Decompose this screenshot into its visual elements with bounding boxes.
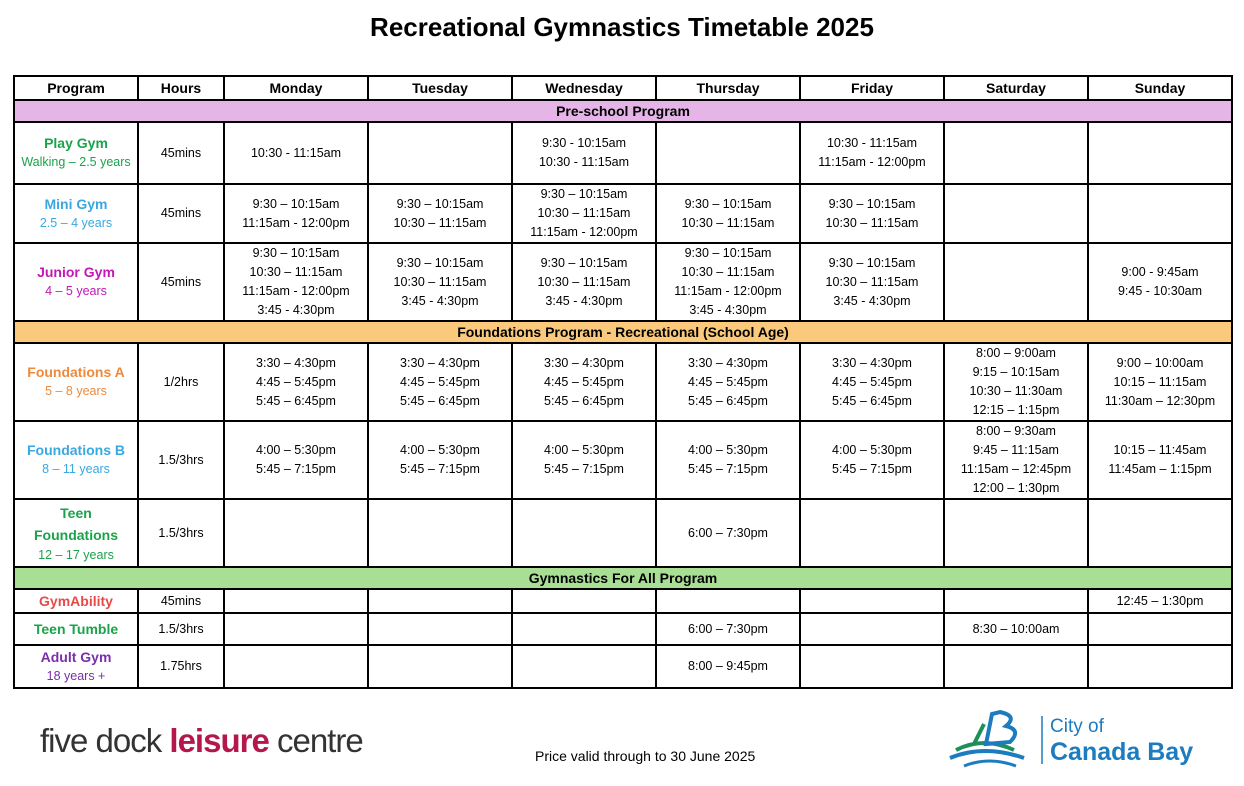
slot-cell [1088,421,1232,499]
time-slot: 11:15am - 12:00pm [242,284,350,298]
slot-cell [800,645,944,688]
section-label: Gymnastics For All Program [14,567,1232,589]
time-slot: 10:30 – 11:15am [825,215,919,230]
slot-cell [944,343,1088,421]
time-slot: 6:00 – 7:30pm [688,525,768,540]
slot-cell [224,499,368,567]
time-slot: 5:45 – 6:45pm [256,393,336,408]
program-name: Teen [60,504,92,521]
time-slot: 3:30 – 4:30pm [256,355,336,370]
section-gfa [14,567,1232,589]
section-preschool [14,100,1232,122]
section-label: Pre-school Program [14,100,1232,122]
slot-cell [656,122,800,184]
time-slot: 10:30 – 11:15am [681,215,775,230]
program-cell [14,499,138,567]
time-slot: 5:45 – 7:15pm [832,462,912,476]
time-slot: 9:30 – 10:15am [540,187,628,201]
time-slot: 5:45 – 6:45pm [400,393,480,408]
slot-cell [1088,243,1232,321]
time-slot: 9:30 – 10:15am [396,196,484,211]
table-row [14,421,1232,499]
slot-cell [656,421,800,499]
time-slot: 5:45 – 6:45pm [688,393,768,408]
brand-text: centre [268,722,363,759]
program-age: 18 years + [46,668,106,683]
time-slot: 12:15 – 1:15pm [972,403,1060,417]
slot-cell [224,421,368,499]
time-slot: 5:45 – 7:15pm [256,462,336,476]
slot-cell [224,613,368,645]
slot-cell [944,499,1088,567]
slot-cell [800,343,944,421]
col-monday: Monday [224,76,368,100]
time-slot: 3:30 – 4:30pm [688,355,768,370]
slot-cell [656,499,800,567]
time-slot: 10:15 – 11:45am [1113,443,1207,457]
slot-cell [224,589,368,613]
slot-cell [512,589,656,613]
slot-cell [944,645,1088,688]
program-name: Mini Gym [44,195,108,212]
hours-cell: 1.75hrs [138,645,224,688]
time-slot: 4:45 – 5:45pm [256,374,336,389]
time-slot: 12:00 – 1:30pm [972,481,1060,495]
time-slot: 10:30 - 11:15am [250,145,342,160]
program-name: Junior Gym [37,264,115,280]
slot-cell [368,343,512,421]
time-slot: 11:15am - 12:00pm [530,225,638,239]
slot-cell [800,589,944,613]
slot-cell [512,645,656,688]
col-tuesday: Tuesday [368,76,512,100]
time-slot: 9:30 – 10:15am [828,196,916,211]
time-slot: 10:30 – 11:15am [249,265,343,279]
timetable [13,75,1233,689]
hours-cell: 45mins [138,589,224,613]
hours-cell: 1.5/3hrs [138,613,224,645]
time-slot: 9:30 - 10:15am [541,136,627,150]
council-line-2: Canada Bay [1050,738,1194,766]
program-name: GymAbility [39,592,113,609]
slot-cell [1088,613,1232,645]
time-slot: 9:30 – 10:15am [396,255,484,270]
program-name: Foundations A [27,364,125,380]
time-slot: 6:00 – 7:30pm [688,621,768,636]
time-slot: 8:00 – 9:30am [976,424,1056,438]
time-slot: 5:45 – 6:45pm [544,393,624,408]
time-slot: 11:15am – 12:45pm [960,462,1072,476]
time-slot: 5:45 – 7:15pm [688,462,768,476]
slot-cell [512,122,656,184]
section-label: Foundations Program - Recreational (School Age) [14,321,1232,343]
program-name: Foundations [34,526,118,543]
hours-cell: 45mins [138,243,224,321]
time-slot: 3:45 - 4:30pm [257,303,335,317]
slot-cell [800,184,944,243]
time-slot: 3:30 – 4:30pm [832,355,912,370]
time-slot: 3:30 – 4:30pm [400,355,480,370]
slot-cell [800,122,944,184]
slot-cell [512,343,656,421]
time-slot: 3:45 - 4:30pm [833,293,911,308]
program-name: Adult Gym [40,648,112,665]
program-age: Walking – 2.5 years [21,155,131,169]
time-slot: 9:30 – 10:15am [252,246,340,260]
slot-cell [944,184,1088,243]
program-age: 2.5 – 4 years [39,215,113,230]
program-cell [14,243,138,321]
slot-cell [800,499,944,567]
hours-cell: 45mins [138,184,224,243]
slot-cell [944,589,1088,613]
time-slot: 4:00 – 5:30pm [256,443,336,457]
time-slot: 9:00 - 9:45am [1121,265,1199,279]
time-slot: 11:15am - 12:00pm [674,284,782,298]
slot-cell [656,184,800,243]
time-slot: 3:45 - 4:30pm [689,303,767,317]
slot-cell [944,122,1088,184]
slot-cell [368,613,512,645]
time-slot: 10:30 – 11:15am [537,274,631,289]
table-row [14,499,1232,567]
col-friday: Friday [800,76,944,100]
hours-cell: 1.5/3hrs [138,499,224,567]
time-slot: 8:00 – 9:00am [976,346,1056,360]
time-slot: 10:30 – 11:15am [393,274,487,289]
time-slot: 4:00 – 5:30pm [688,443,768,457]
slot-cell [656,243,800,321]
time-slot: 12:45 – 1:30pm [1116,593,1204,608]
program-cell [14,421,138,499]
time-slot: 5:45 – 7:15pm [400,462,480,476]
time-slot: 10:30 - 11:15am [826,136,918,150]
leisure-centre-logo [40,722,363,760]
slot-cell [512,184,656,243]
col-sunday: Sunday [1088,76,1232,100]
program-cell [14,122,138,184]
hours-cell: 1/2hrs [138,343,224,421]
slot-cell [512,421,656,499]
slot-cell [944,421,1088,499]
time-slot: 10:30 – 11:15am [393,215,487,230]
hours-cell: 1.5/3hrs [138,421,224,499]
time-slot: 4:45 – 5:45pm [400,374,480,389]
time-slot: 10:30 - 11:15am [538,155,630,169]
time-slot: 5:45 – 6:45pm [832,393,912,408]
page-title: Recreational Gymnastics Timetable 2025 [370,12,874,42]
time-slot: 9:15 – 10:15am [972,365,1060,379]
slot-cell [800,421,944,499]
time-slot: 11:15am - 12:00pm [242,215,350,230]
slot-cell [512,243,656,321]
slot-cell [656,645,800,688]
time-slot: 3:30 – 4:30pm [544,355,624,370]
hours-cell: 45mins [138,122,224,184]
time-slot: 11:30am – 12:30pm [1104,393,1216,408]
program-cell [14,184,138,243]
program-name: Foundations B [27,442,125,458]
program-cell [14,343,138,421]
slot-cell [368,499,512,567]
program-age: 5 – 8 years [45,384,107,398]
slot-cell [368,122,512,184]
slot-cell [1088,343,1232,421]
time-slot: 11:15am - 12:00pm [818,155,926,169]
time-slot: 10:30 – 11:15am [825,274,919,289]
time-slot: 4:00 – 5:30pm [400,443,480,457]
slot-cell [368,589,512,613]
time-slot: 9:30 – 10:15am [684,196,772,211]
table-row [14,122,1232,184]
slot-cell [656,589,800,613]
program-cell [14,645,138,688]
slot-cell [656,613,800,645]
council-name [1050,716,1193,766]
table-row [14,645,1232,688]
time-slot: 10:30 – 11:15am [537,206,631,220]
slot-cell [944,613,1088,645]
table-row [14,243,1232,321]
slot-cell [656,343,800,421]
slot-cell [224,243,368,321]
program-age: 8 – 11 years [42,462,110,476]
slot-cell [1088,184,1232,243]
time-slot: 8:00 – 9:45pm [688,659,768,673]
time-slot: 11:45am – 1:15pm [1108,462,1212,476]
table-row [14,343,1232,421]
slot-cell [368,421,512,499]
col-thursday: Thursday [656,76,800,100]
time-slot: 4:45 – 5:45pm [688,374,768,389]
price-note: Price valid through to 30 June 2025 [535,748,756,764]
time-slot: 4:00 – 5:30pm [832,443,912,457]
time-slot: 10:15 – 11:15am [1113,374,1207,389]
table-row [14,589,1232,613]
col-program: Program [14,76,138,100]
table-row [14,184,1232,243]
brand-text: five dock [40,722,170,759]
slot-cell [512,499,656,567]
slot-cell [1088,122,1232,184]
header-row [14,76,1232,100]
program-cell [14,613,138,645]
time-slot: 4:00 – 5:30pm [544,443,624,457]
col-wednesday: Wednesday [512,76,656,100]
time-slot: 8:30 – 10:00am [972,621,1060,636]
time-slot: 5:45 – 7:15pm [544,462,624,476]
time-slot: 9:30 – 10:15am [828,255,916,270]
slot-cell [800,243,944,321]
time-slot: 4:45 – 5:45pm [544,374,624,389]
time-slot: 9:45 – 11:15am [973,443,1059,457]
col-saturday: Saturday [944,76,1088,100]
slot-cell [1088,499,1232,567]
slot-cell [800,613,944,645]
slot-cell [224,645,368,688]
slot-cell [1088,645,1232,688]
time-slot: 9:30 – 10:15am [540,255,628,270]
slot-cell [368,184,512,243]
time-slot: 10:30 – 11:15am [681,265,775,279]
time-slot: 9:45 - 10:30am [1117,284,1203,298]
slot-cell [224,122,368,184]
program-name: Teen Tumble [33,620,119,637]
council-line-1: City of [1050,716,1104,737]
slot-cell [1088,589,1232,613]
section-foundations [14,321,1232,343]
slot-cell [368,645,512,688]
slot-cell [224,343,368,421]
time-slot: 3:45 - 4:30pm [545,293,623,308]
program-name: Play Gym [44,135,108,151]
slot-cell [512,613,656,645]
time-slot: 9:30 – 10:15am [252,196,340,211]
program-cell [14,589,138,613]
col-hours: Hours [138,76,224,100]
time-slot: 9:00 – 10:00am [1116,355,1204,370]
table-row [14,613,1232,645]
slot-cell [224,184,368,243]
program-age: 4 – 5 years [45,284,107,298]
time-slot: 3:45 - 4:30pm [401,293,479,308]
program-age: 12 – 17 years [38,547,114,562]
time-slot: 10:30 – 11:30am [969,384,1063,398]
slot-cell [368,243,512,321]
slot-cell [944,243,1088,321]
time-slot: 4:45 – 5:45pm [832,374,912,389]
time-slot: 9:30 – 10:15am [684,246,772,260]
brand-accent: leisure [169,722,269,759]
